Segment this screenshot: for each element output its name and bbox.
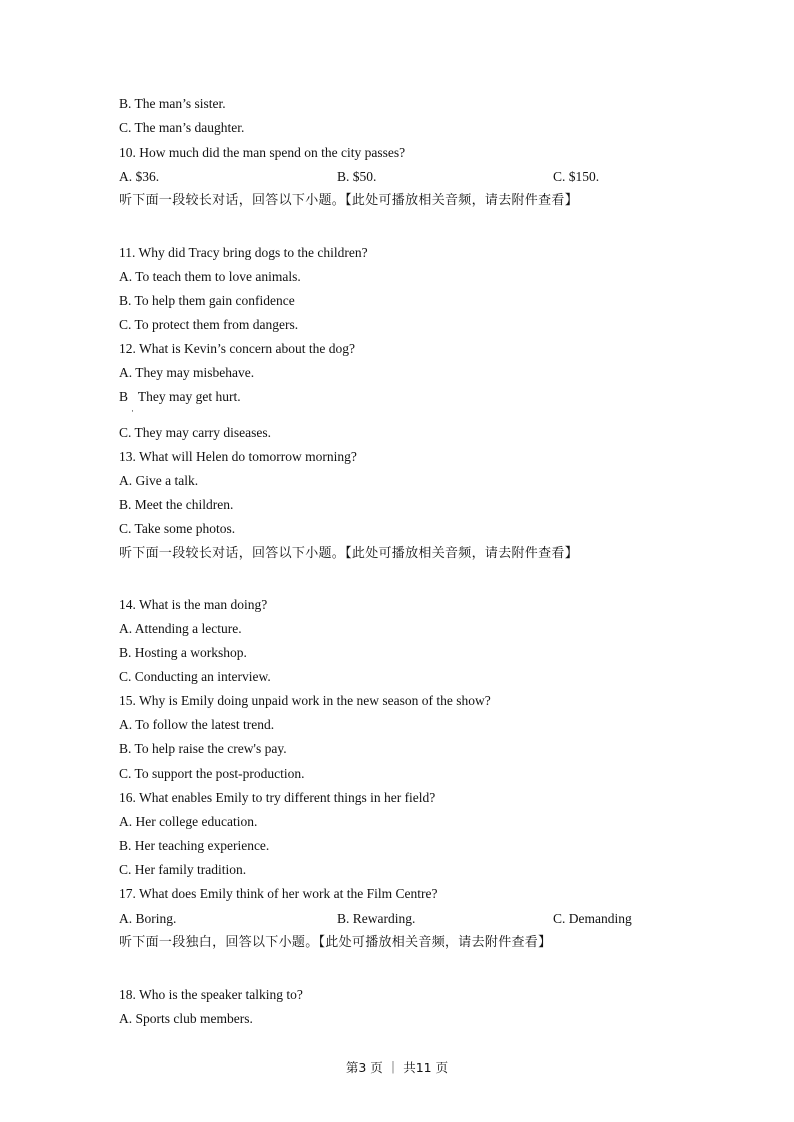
q12-option-c: C. They may carry diseases. <box>119 425 271 440</box>
q15-option-b: B. To help raise the crew's pay. <box>119 741 287 756</box>
q10-option-a: A. $36. <box>119 169 160 184</box>
q16-option-a: A. Her college education. <box>119 814 258 829</box>
q17-option-c: C. Demanding <box>553 911 632 926</box>
audio-instruction: 听下面一段较长对话，回答以下小题。【此处可播放相关音频，请去附件查看】 <box>119 546 579 561</box>
question-17: 17. What does Emily think of her work at the Film Centre? <box>119 886 438 901</box>
question-10: 10. How much did the man spend on the city passes? <box>119 145 406 160</box>
q11-option-a: A. To teach them to love animals. <box>119 269 301 284</box>
q16-option-b: B. Her teaching experience. <box>119 838 270 853</box>
q16-option-c: C. Her family tradition. <box>119 862 247 877</box>
q13-option-b: B. Meet the children. <box>119 497 234 512</box>
question-15: 15. Why is Emily doing unpaid work in the new season of the show? <box>119 693 491 708</box>
question-16: 16. What enables Emily to try different things in her field? <box>119 790 436 805</box>
q12-option-b: B They may get hurt. <box>119 389 241 404</box>
audio-instruction: 听下面一段独白，回答以下小题。【此处可播放相关音频，请去附件查看】 <box>119 935 552 950</box>
q14-option-b: B. Hosting a workshop. <box>119 645 247 660</box>
q18-option-a: A. Sports club members. <box>119 1011 253 1026</box>
q15-option-a: A. To follow the latest trend. <box>119 717 275 732</box>
q14-option-a: A. Attending a lecture. <box>119 621 242 636</box>
question-12: 12. What is Kevin’s concern about the dog? <box>119 341 355 356</box>
q14-option-c: C. Conducting an interview. <box>119 669 271 684</box>
q13-option-c: C. Take some photos. <box>119 521 236 536</box>
page-number-footer: 第3 页 ｜ 共11 页 <box>345 1060 449 1075</box>
q13-option-a: A. Give a talk. <box>119 473 199 488</box>
question-11: 11. Why did Tracy bring dogs to the children? <box>119 245 368 260</box>
question-13: 13. What will Helen do tomorrow morning? <box>119 449 357 464</box>
q15-option-c: C. To support the post-production. <box>119 766 305 781</box>
q11-option-c: C. To protect them from dangers. <box>119 317 299 332</box>
q11-option-b: B. To help them gain confidence <box>119 293 295 308</box>
q17-option-b: B. Rewarding. <box>337 911 416 926</box>
question-14: 14. What is the man doing? <box>119 597 268 612</box>
q10-option-c: C. $150. <box>553 169 600 184</box>
q10-option-b: B. $50. <box>337 169 377 184</box>
q9-option-c: C. The man’s daughter. <box>119 120 245 135</box>
stray-dot: · <box>131 406 134 416</box>
q9-option-b: B. The man’s sister. <box>119 96 226 111</box>
question-18: 18. Who is the speaker talking to? <box>119 987 303 1002</box>
audio-instruction: 听下面一段较长对话，回答以下小题。【此处可播放相关音频，请去附件查看】 <box>119 193 579 208</box>
q12-option-a: A. They may misbehave. <box>119 365 255 380</box>
q17-option-a: A. Boring. <box>119 911 177 926</box>
